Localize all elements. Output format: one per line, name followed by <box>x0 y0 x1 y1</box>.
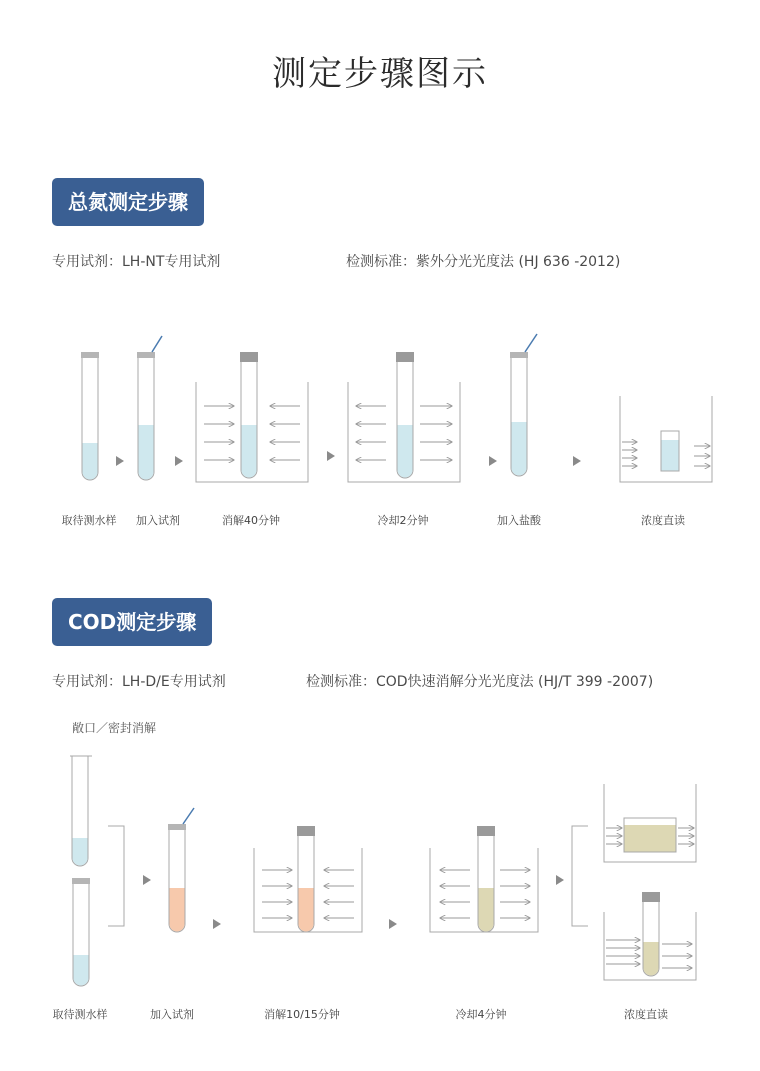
cod-cool-box <box>430 826 538 932</box>
page-title: 测定步骤图示 <box>272 54 488 94</box>
tn-digest-box <box>196 352 308 482</box>
cod-steps-diagram <box>0 750 760 990</box>
tn-reagent-text: 专用试剂：LH-NT专用试剂 <box>52 254 221 270</box>
cod-step-label: 消解10/15分钟 <box>264 1008 340 1021</box>
cod-digest-box <box>254 826 362 932</box>
tn-step-arrow-5 <box>573 456 581 466</box>
cod-step-arrow-3 <box>389 919 397 929</box>
tn-step-label: 消解40分钟 <box>222 514 280 527</box>
cod-step-label: 冷却4分钟 <box>455 1008 507 1021</box>
cod-tube-reagent <box>168 808 194 932</box>
tn-step-arrow-1 <box>116 456 124 466</box>
tn-tube-acid <box>510 334 537 476</box>
cod-tube-open <box>70 756 92 866</box>
tn-step-label: 加入试剂 <box>136 514 180 527</box>
cod-step-label: 加入试剂 <box>150 1008 194 1021</box>
cod-bracket-right <box>572 826 588 926</box>
cod-read-box-tube <box>604 892 696 980</box>
tn-section-badge: 总氮测定步骤 <box>52 178 204 226</box>
tn-tube-sample <box>81 352 99 480</box>
tn-step-label: 取待测水样 <box>61 514 117 527</box>
cod-tube-sealed <box>72 878 90 986</box>
cod-step-arrow-2 <box>213 919 221 929</box>
cod-step-arrow-1 <box>143 875 151 885</box>
cod-reagent-text: 专用试剂：LH-D/E专用试剂 <box>52 674 226 690</box>
cod-digest-note: 敞口／密封消解 <box>72 721 157 735</box>
tn-step-label: 加入盐酸 <box>497 514 541 527</box>
tn-step-arrow-4 <box>489 456 497 466</box>
tn-tube-reagent <box>137 336 162 480</box>
cod-section-badge: COD测定步骤 <box>52 598 212 646</box>
tn-standard-text: 检测标准：紫外分光光度法 (HJ 636 -2012) <box>346 254 621 270</box>
tn-cool-box <box>348 352 460 482</box>
cod-step-label: 取待测水样 <box>52 1008 108 1021</box>
cod-bracket <box>108 826 124 926</box>
tn-step-arrow-3 <box>327 451 335 461</box>
cod-step-label: 浓度直读 <box>624 1008 668 1021</box>
tn-step-arrow-2 <box>175 456 183 466</box>
tn-read-box <box>620 396 712 482</box>
cod-standard-text: 检测标准：COD快速消解分光光度法 (HJ/T 399 -2007) <box>306 674 654 690</box>
tn-steps-diagram <box>0 330 760 510</box>
tn-step-label: 浓度直读 <box>641 514 685 527</box>
tn-step-label: 冷却2分钟 <box>377 514 429 527</box>
cod-step-arrow-4 <box>556 875 564 885</box>
cod-read-box-cuvette <box>604 784 696 862</box>
